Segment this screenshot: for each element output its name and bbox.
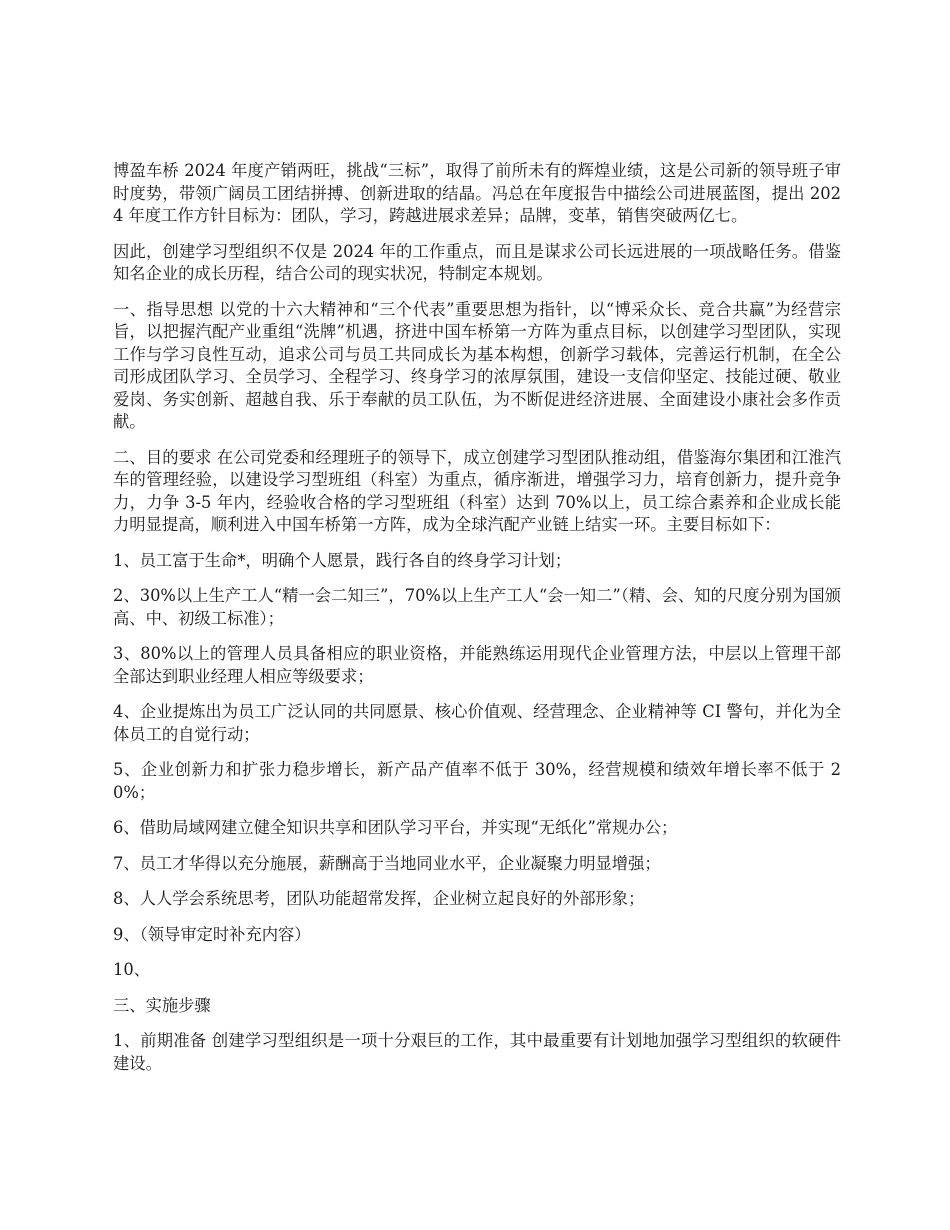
list-item: 2、30%以上生产工人“精一会二知三”，70%以上生产工人“会一知二”（精、会、知的尺度分别为国颁高、中、初级工标准）； [113,586,841,628]
list-item: 1、员工富于生命*，明确个人愿景，践行各自的终身学习计划； [113,550,572,570]
list-item: 9、（领导审定时补充内容） [113,924,311,944]
intro-paragraph: 博盈车桥 2024 年度产销两旺，挑战“三标”，取得了前所未有的辉煌业绩，这是公司新的领导班子审时度势，带领广阔员工团结拼搏、创新进取的结晶。冯总在年度报告中描绘公司进展蓝图，提出 2024 年度工作方针目标为：团队，学习，跨越进展求差异；品牌，变革，销售突破两亿七。 [113,161,841,225]
list-item: 10、 [113,960,150,979]
objectives-paragraph: 二、目的要求 在公司党委和经理班子的领导下，成立创建学习型团队推动组，借鉴海尔集团和江淮汽车的管理经验，以建设学习型班组（科室）为重点，循序渐进，增强学习力，培育创新力，提升竞争力，力争 3-5 年内，经验收合格的学习型班组（科室）达到 70%以上，员工综合素养和企业成长能力明显提高，顺利进入中国车桥第一方阵，成为全球汽配产业链上结实一环。主要目标如下： [113,447,841,534]
list-item: 7、员工才华得以充分施展，薪酬高于当地同业水平，企业凝聚力明显增强； [113,853,661,873]
section-heading: 三、实施步骤 [113,995,211,1015]
step-paragraph: 1、前期准备 创建学习型组织是一项十分艰巨的工作，其中最重要有计划地加强学习型组织的软硬件建设。 [113,1031,841,1073]
document-body [113,160,841,1088]
list-item: 5、企业创新力和扩张力稳步增长，新产品产值率不低于 30%，经营规模和绩效年增长率不低于 20%； [113,760,841,802]
list-item: 8、人人学会系统思考，团队功能超常发挥，企业树立起良好的外部形象； [113,889,645,908]
list-item: 3、80%以上的管理人员具备相应的职业资格，并能熟练运用现代企业管理方法，中层以上管理干部全部达到职业经理人相应等级要求； [113,644,841,686]
list-item: 6、借助局域网建立健全知识共享和团队学习平台，并实现“无纸化”常规办公； [113,818,678,837]
guiding-ideology-paragraph: 一、指导思想 以党的十六大精神和“三个代表”重要思想为指针，以“博采众长、竞合共赢”为经营宗旨，以把握汽配产业重组“洗牌”机遇，挤进中国车桥第一方阵为重点目标，以创建学习型团队，实现工作与学习良性互动，追求公司与员工共同成长为基本构想，创新学习载体，完善运行机制，在全公司形成团队学习、全员学习、全程学习、终身学习的浓厚氛围，建设一支信仰坚定、技能过硬、敬业爱岗、务实创新、超越自我、乐于奉献的员工队伍，为不断促进经济进展、全面建设小康社会多作贡献。 [113,299,841,431]
purpose-paragraph: 因此，创建学习型组织不仅是 2024 年的工作重点，而且是谋求公司长远进展的一项战略任务。借鉴知名企业的成长历程，结合公司的现实状况，特制定本规划。 [113,241,841,283]
list-item: 4、企业提炼出为员工广泛认同的共同愿景、核心价值观、经营理念、企业精神等 CI 警句，并化为全体员工的自觉行动； [113,702,841,744]
